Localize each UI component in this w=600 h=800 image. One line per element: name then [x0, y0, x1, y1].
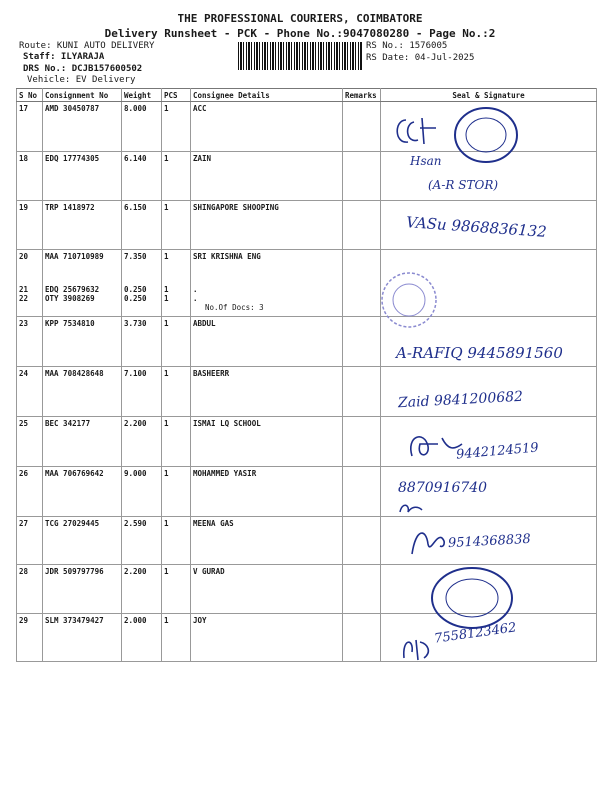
col-header-signature: Seal & Signature [381, 89, 597, 102]
cell-consignment: AMD 30450787 [43, 102, 122, 152]
cell-pcs: 1 [162, 614, 191, 662]
cell-pcs: 1 [162, 317, 191, 367]
cell-weight: 3.730 [122, 317, 162, 367]
cell-consignee: SHINGAPORE SHOOPING [191, 201, 343, 250]
pcs-value: 1 [164, 285, 169, 294]
col-header-pcs: PCS [162, 89, 191, 102]
col-header-consignee: Consignee Details [191, 89, 343, 102]
signature-scribble-joy [398, 632, 438, 664]
no-of-docs: No.Of Docs: 3 [205, 303, 264, 312]
consignee-value: . [193, 285, 198, 294]
table-row [17, 467, 597, 517]
cell-sno: 17 [17, 102, 43, 152]
cell-consignment: SLM 373479427 [43, 614, 122, 662]
table-row [17, 417, 597, 467]
cell-remarks [343, 317, 381, 367]
cell-sno: 23 [17, 317, 43, 367]
barcode [238, 42, 362, 70]
col-header-consignment: Consignment No [43, 89, 122, 102]
cell-pcs: 1 [162, 367, 191, 417]
cell-consignment: BEC 342177 [43, 417, 122, 467]
sno-value: 21 [19, 285, 29, 294]
handwritten-phone: 9442124519 [455, 440, 540, 463]
handwritten-phone: 9514368838 [447, 531, 532, 552]
cell-pcs [162, 250, 191, 317]
cell-consignment: EDQ 17774305 [43, 152, 122, 201]
cell-sno: 26 [17, 467, 43, 517]
cell-consignment: MAA 706769642 [43, 467, 122, 517]
vehicle-text: Vehicle: EV Delivery [27, 75, 136, 85]
signature-scribble-meena [406, 524, 452, 558]
cell-weight: 6.140 [122, 152, 162, 201]
cell-weight: 2.200 [122, 565, 162, 614]
col-header-weight: Weight [122, 89, 162, 102]
cell-weight [122, 250, 162, 317]
cell-sno: 27 [17, 517, 43, 565]
consignment-value: MAA 710710989 [45, 252, 104, 261]
table-header-row [17, 89, 597, 102]
cell-remarks [343, 367, 381, 417]
handwritten-signature-phone: A-RAFIQ 9445891560 [396, 344, 563, 362]
cell-consignee: ABDUL [191, 317, 343, 367]
cell-weight: 8.000 [122, 102, 162, 152]
cell-pcs: 1 [162, 201, 191, 250]
cell-consignee: MOHAMMED YASIR [191, 467, 343, 517]
cell-consignee: MEENA GAS [191, 517, 343, 565]
cell-sno: 19 [17, 201, 43, 250]
cell-consignment: TRP 1418972 [43, 201, 122, 250]
rs-date-text: RS Date: 04-Jul-2025 [366, 53, 475, 63]
doc-title: THE PROFESSIONAL COURIERS, COIMBATORE [177, 12, 423, 25]
pcs-value: 1 [164, 252, 169, 261]
cell-consignee: BASHEERR [191, 367, 343, 417]
cell-weight: 2.590 [122, 517, 162, 565]
cell-consignment: JDR 509797796 [43, 565, 122, 614]
cell-pcs: 1 [162, 467, 191, 517]
cell-consignee: V GURAD [191, 565, 343, 614]
cell-consignment [43, 250, 122, 317]
consignment-value: OTY 3908269 [45, 294, 95, 303]
handwritten-note: Hsan [410, 154, 442, 168]
route-text: Route: KUNI AUTO DELIVERY [19, 41, 155, 51]
doc-subtitle: Delivery Runsheet - PCK - Phone No.:9047080280 - Page No.:2 [104, 27, 496, 40]
cell-consignee: ISMAI LQ SCHOOL [191, 417, 343, 467]
cell-weight: 2.200 [122, 417, 162, 467]
cell-pcs: 1 [162, 517, 191, 565]
cell-remarks [343, 417, 381, 467]
signature-scribble-yasir [396, 500, 426, 516]
cell-remarks [343, 565, 381, 614]
cell-remarks [343, 201, 381, 250]
cell-remarks [343, 614, 381, 662]
staff-text: Staff: ILYARAJA [23, 52, 105, 62]
cell-sno: 29 [17, 614, 43, 662]
handwritten-signature-phone: Zaid 9841200682 [397, 388, 524, 412]
cell-weight: 2.000 [122, 614, 162, 662]
cell-pcs: 1 [162, 152, 191, 201]
handwritten-phone: 7558123462 [433, 620, 518, 647]
acc-seal-stamp [452, 104, 520, 166]
cell-consignee [191, 250, 343, 317]
cell-sno [17, 250, 43, 317]
sno-value: 20 [19, 252, 29, 261]
cell-weight: 9.000 [122, 467, 162, 517]
handwritten-phone: 8870916740 [398, 480, 488, 496]
cell-remarks [343, 517, 381, 565]
rs-no-text: RS No.: 1576005 [366, 41, 448, 51]
col-header-sno: S No [17, 89, 43, 102]
cell-consignee: JOY [191, 614, 343, 662]
cell-sno: 24 [17, 367, 43, 417]
weight-value: 7.350 [124, 252, 147, 261]
handwritten-note: (A-R STOR) [428, 178, 499, 192]
sri-krishna-seal-stamp [378, 270, 440, 330]
sno-value: 22 [19, 294, 29, 303]
cell-weight: 7.100 [122, 367, 162, 417]
consignee-value: . [193, 294, 198, 303]
signature-scribble-acc [392, 114, 450, 150]
cell-sno: 28 [17, 565, 43, 614]
cell-pcs: 1 [162, 102, 191, 152]
cell-consignee: ACC [191, 102, 343, 152]
cell-sno: 25 [17, 417, 43, 467]
cell-consignment: TCG 27029445 [43, 517, 122, 565]
cell-remarks [343, 467, 381, 517]
cell-consignment: KPP 7534810 [43, 317, 122, 367]
weight-value: 0.250 [124, 294, 147, 303]
cell-remarks [343, 250, 381, 317]
cell-remarks [343, 102, 381, 152]
cell-pcs: 1 [162, 417, 191, 467]
consignment-value: EDQ 25679632 [45, 285, 100, 294]
pcs-value: 1 [164, 294, 169, 303]
table-row [17, 250, 597, 317]
consignee-value: SRI KRISHNA ENG [193, 252, 261, 261]
cell-weight: 6.150 [122, 201, 162, 250]
cell-sno: 18 [17, 152, 43, 201]
cell-pcs: 1 [162, 565, 191, 614]
col-header-remarks: Remarks [343, 89, 381, 102]
cell-consignee: ZAIN [191, 152, 343, 201]
cell-consignment: MAA 708428648 [43, 367, 122, 417]
cell-remarks [343, 152, 381, 201]
weight-value: 0.250 [124, 285, 147, 294]
drs-no-text: DRS No.: DCJB157600502 [23, 64, 143, 74]
handwritten-signature-phone: VASu 9868836132 [405, 213, 548, 241]
